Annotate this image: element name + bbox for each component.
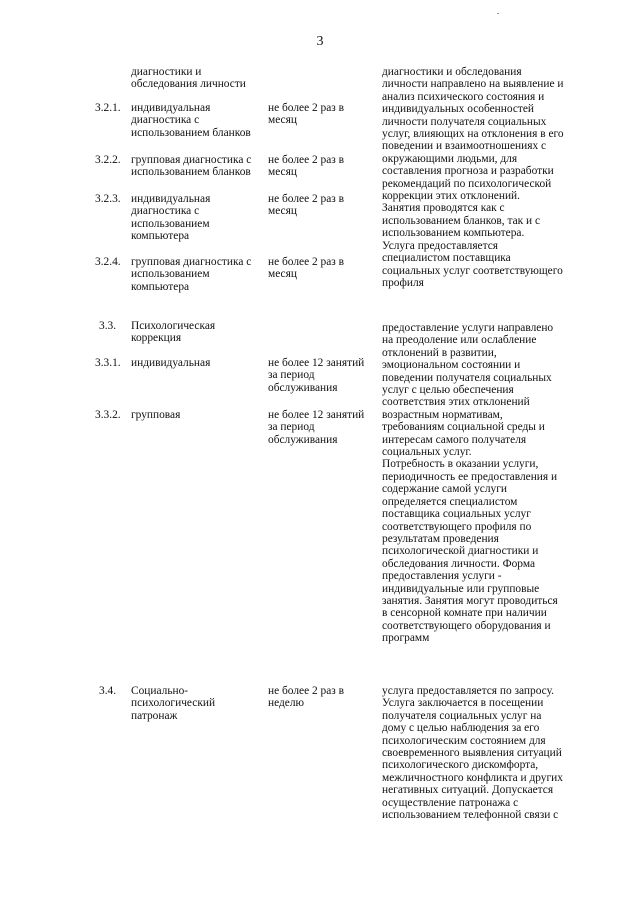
service-frequency: не более 2 раз в месяц [268,102,345,127]
row-number: 3.2.1. [95,102,121,114]
service-name: Социально- психологический патронаж [131,685,216,722]
service-frequency: не более 12 занятий за период обслуживания [268,409,365,446]
row-number: 3.4. [99,685,117,697]
row-number: 3.3.1. [95,357,121,369]
service-name: индивидуальная диагностика с использованием бланков [131,102,251,139]
row-number: 3.2.2. [95,154,121,166]
service-frequency: не более 2 раз в неделю [268,685,345,710]
service-name: групповая диагностика с использованием компьютера [131,256,252,293]
row-number: 3.3.2. [95,409,121,421]
service-name: Психологическая коррекция [131,320,216,345]
page-number: 3 [316,34,324,49]
service-name: диагностики и обследования личности [131,66,246,91]
row-number: 3.2.4. [95,256,121,268]
service-frequency: не более 2 раз в месяц [268,256,345,281]
service-name: групповая диагностика с использованием бланков [131,154,252,179]
service-frequency: не более 2 раз в месяц [268,154,345,179]
service-description: диагностики и обследования личности направлено на выявление и анализ психического состояния и индивидуальных особенностей личности получателя социальных услуг, влияющих на отклонения в его поведении и взаимоотношениях с окружающими людьми, для составления прогноза и разработки рекомендаций по психологической коррекции этих отклонений. Занятия проводятся как с использованием бланков, так и с использованием компьютера. Услуга предоставляется специалистом поставщика социальных услуг соответствующего профиля [382,66,564,289]
row-number: 3.3. [99,320,117,332]
service-description: услуга предоставляется по запросу. Услуга заключается в посещении получателя социальных услуг на дому с целью наблюдения за его психологическим состоянием для своевременного выявления ситуаций психологического дискомфорта, межличностного конфликта и других негативных ситуаций. Допускается осуществление патронажа с использованием телефонной связи с [382,685,563,822]
service-frequency: не более 12 занятий за период обслуживания [268,357,365,394]
service-name: индивидуальная диагностика с использованием компьютера [131,193,211,243]
service-frequency: не более 2 раз в месяц [268,193,345,218]
service-name: индивидуальная [131,357,211,369]
service-description: предоставление услуги направлено на преодоление или ослабление отклонений в развитии, эмоциональном состоянии и поведении получателя социальных услуг с целью обеспечения соответствия этих отклонений возрастным нормативам, требованиям социальной среды и интересам самого получателя социальных услуг. Потребность в оказании услуги, периодичность ее предоставления и содержание самой услуги определяется специалистом поставщика социальных услуг соответствующего профиля по результатам проведения психологической диагностики и обследования личности. Форма предоставления услуги - индивидуальные или групповые занятия. Занятия могут проводиться в сенсорной комнате при наличии соответствующего оборудования и программ [382,322,558,645]
row-number: 3.2.3. [95,193,121,205]
service-name: групповая [131,409,181,421]
scan-dot [497,13,499,14]
